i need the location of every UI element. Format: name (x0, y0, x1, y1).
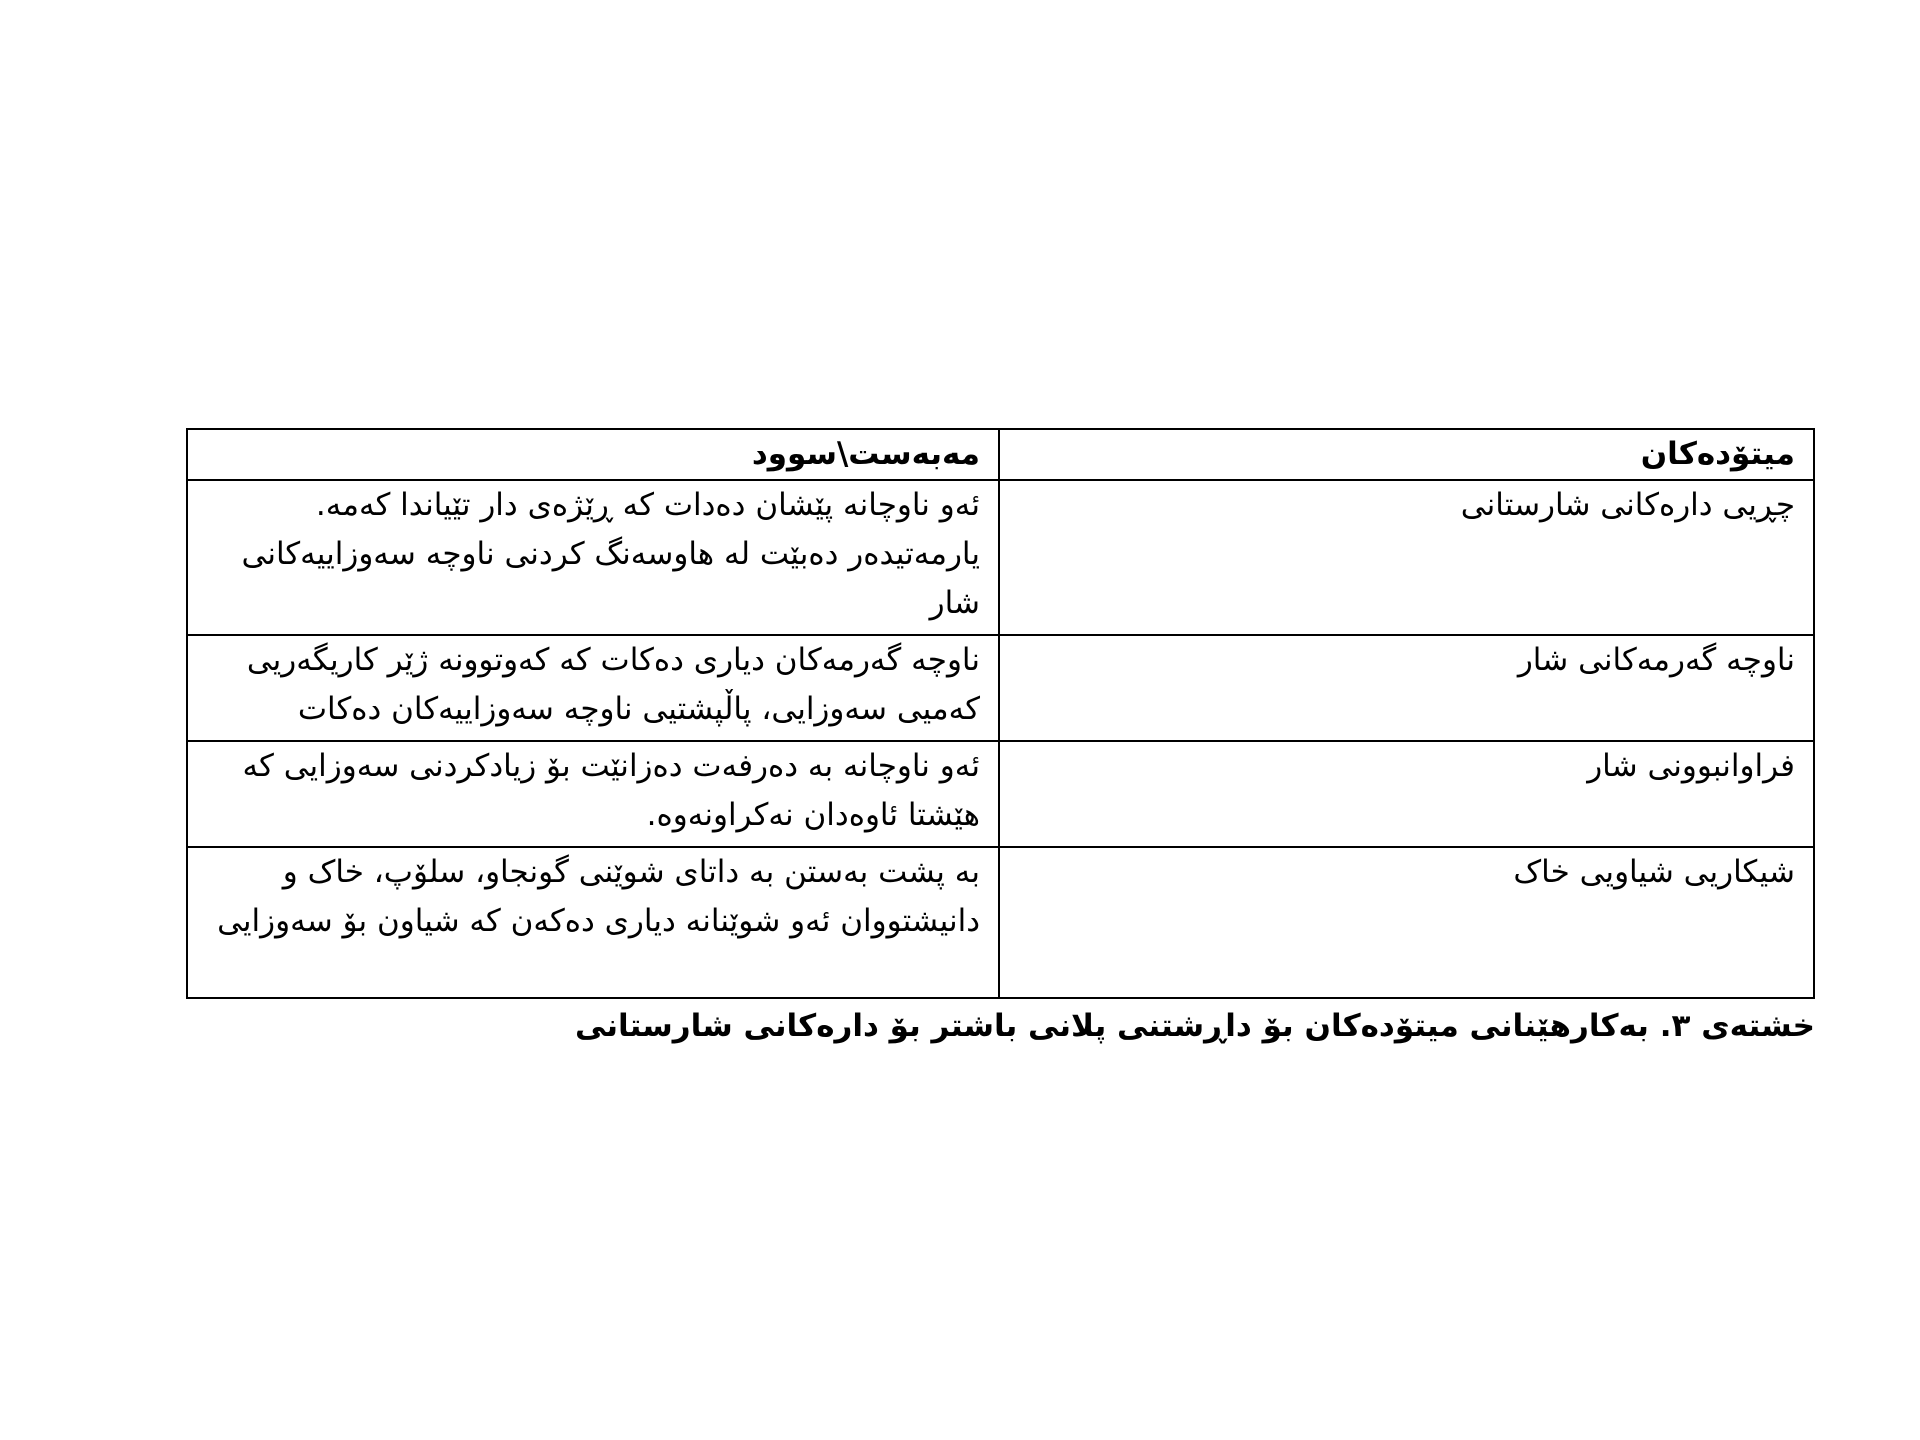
table-row (187, 847, 1814, 998)
document-page (188, 428, 1815, 1053)
header-methods: میتۆدەکان (999, 429, 1814, 480)
purpose-cell: بە پشت بەستن بە داتای شوێنی گونجاو، سلۆپ، خاک و دانیشتووان ئەو شوێنانە دیاری دەکەن کە شیاون بۆ سەوزایی (187, 847, 999, 998)
purpose-cell: ئەو ناوچانە پێشان دەدات کە ڕێژەی دار تێیاندا کەمە. یارمەتیدەر دەبێت لە هاوسەنگ کردنی ناوچە سەوزاییەکانی شار (187, 480, 999, 635)
table-caption: خشتەی ٣. بەکارهێنانی میتۆدەکان بۆ داڕشتنی پلانی باشتر بۆ دارەکانی شارستانی (574, 1008, 1815, 1044)
table-row (187, 741, 1814, 847)
methods-table (186, 428, 1815, 999)
method-cell: فراوانبوونی شار (999, 741, 1814, 847)
table-row (187, 480, 1814, 635)
table-row (187, 635, 1814, 741)
table-header-row (187, 429, 1814, 480)
purpose-cell: ئەو ناوچانە بە دەرفەت دەزانێت بۆ زیادکردنی سەوزایی کە هێشتا ئاوەدان نەکراونەوە. (187, 741, 999, 847)
method-cell: شیکاریی شیاویی خاک (999, 847, 1814, 998)
header-purpose: مەبەست\سوود (187, 429, 999, 480)
method-cell: چڕیی دارەکانی شارستانی (999, 480, 1814, 635)
purpose-cell: ناوچە گەرمەکان دیاری دەکات کە کەوتوونە ژێر کاریگەریی کەمیی سەوزایی، پاڵپشتیی ناوچە سەوزاییەکان دەکات (187, 635, 999, 741)
method-cell: ناوچە گەرمەکانی شار (999, 635, 1814, 741)
